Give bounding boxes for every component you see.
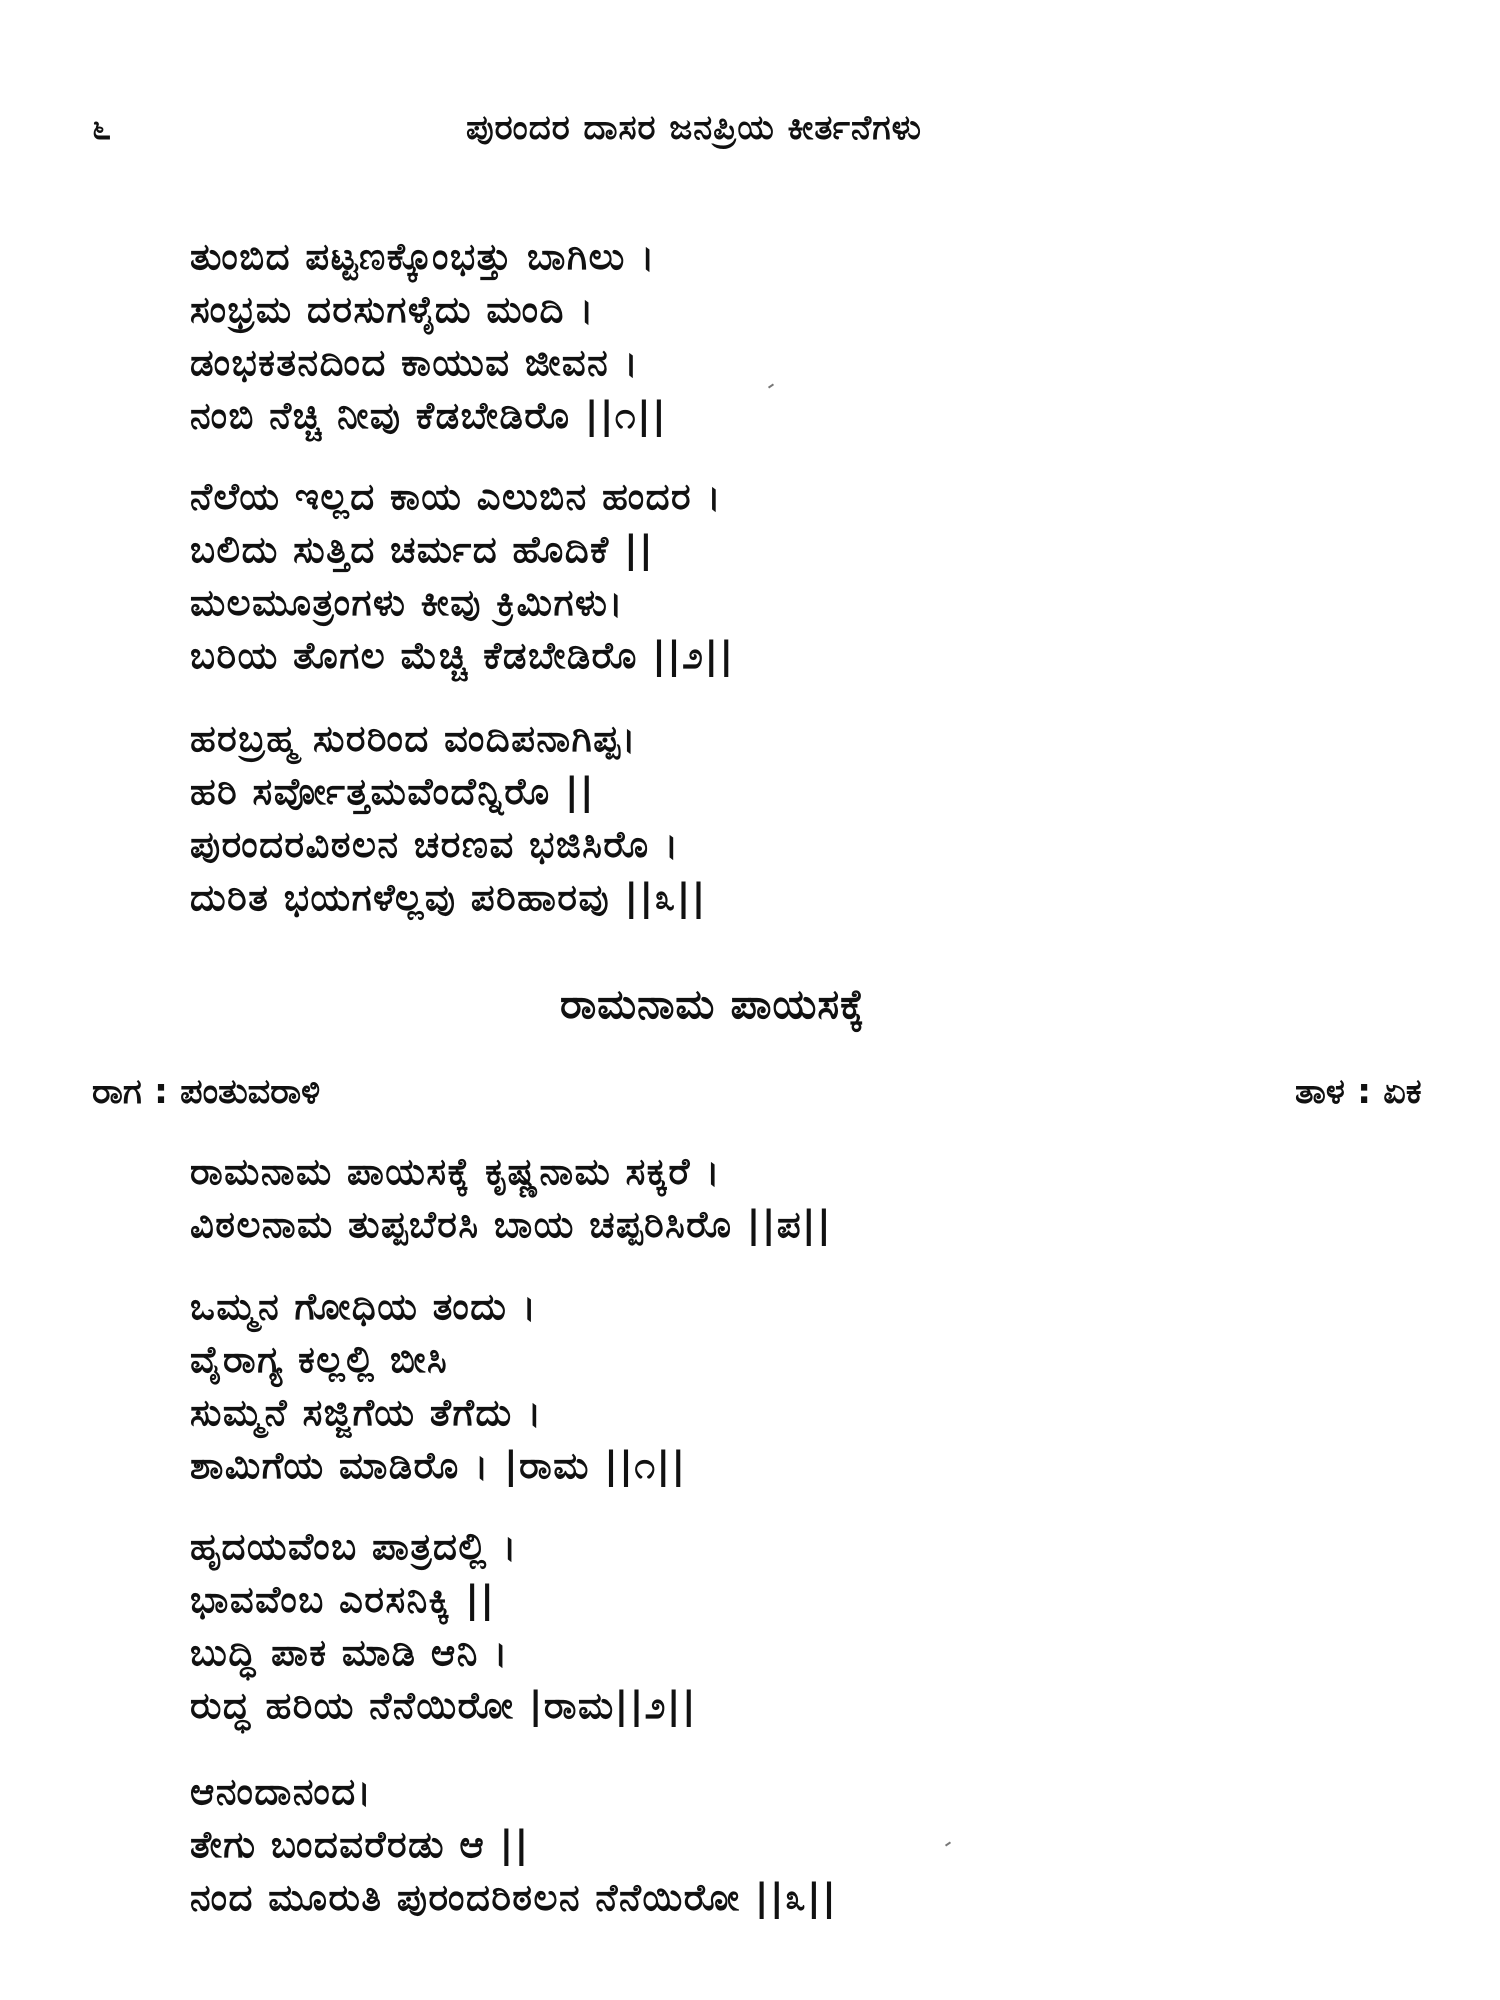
verse-line: ಭಾವವೆಂಬ ಎರಸನಿಕ್ಕಿ || — [190, 1578, 496, 1621]
verse-line: ರುದ್ಧ ಹರಿಯ ನೆನೆಯಿರೋ |ರಾಮ||೨|| — [190, 1684, 697, 1727]
verse-line: ಶಾಮಿಗೆಯ ಮಾಡಿರೊ । |ರಾಮ ||೧|| — [190, 1444, 687, 1487]
stanza — [190, 1765, 1290, 1924]
verse-line: ನೆಲೆಯ ಇಲ್ಲದ ಕಾಯ ಎಲುಬಿನ ಹಂದರ । — [190, 475, 723, 518]
verse-line: ಒಮ್ಮನ ಗೋಧಿಯ ತಂದು । — [190, 1285, 538, 1328]
verse-line: ವೈರಾಗ್ಯ ಕಲ್ಲಲ್ಲಿ ಬೀಸಿ — [190, 1338, 449, 1381]
verse-line: ಬುದ್ಧಿ ಪಾಕ ಮಾಡಿ ಆನಿ । — [190, 1631, 509, 1674]
verse-line: ಮಲಮೂತ್ರಂಗಳು ಕೀವು ಕ್ರಿಮಿಗಳು। — [190, 581, 624, 624]
verse-line: ಬರಿಯ ತೊಗಲ ಮೆಚ್ಚಿ ಕೆಡಬೇಡಿರೊ ||೨|| — [190, 634, 735, 677]
verse-line: ಪುರಂದರವಿಠಲನ ಚರಣವ ಭಜಿಸಿರೊ । — [190, 823, 680, 866]
verse-line: ಡಂಭಕತನದಿಂದ ಕಾಯುವ ಜೀವನ । — [190, 341, 640, 384]
running-title: ಪುರಂದರ ದಾಸರ ಜನಪ್ರಿಯ ಕೀರ್ತನೆಗಳು — [466, 108, 922, 148]
stanza — [190, 1520, 1290, 1732]
stanza — [190, 712, 1290, 924]
verse-line: ದುರಿತ ಭಯಗಳೆಲ್ಲವು ಪರಿಹಾರವು ||೩|| — [190, 876, 707, 919]
page-number: ೬ — [92, 108, 112, 148]
verse-line: ಆನಂದಾನಂದ। — [190, 1770, 373, 1813]
verse-line: ವಿಠಲನಾಮ ತುಪ್ಪಬೆರಸಿ ಬಾಯ ಚಪ್ಪರಿಸಿರೊ ||ಪ|| — [190, 1203, 833, 1246]
stanza — [190, 1280, 1290, 1492]
verse-line: ರಾಮನಾಮ ಪಾಯಸಕ್ಕೆ ಕೃಷ್ಣನಾಮ ಸಕ್ಕರೆ । — [190, 1150, 721, 1193]
raga-label: ರಾಗ : ಪಂತುವರಾಳಿ — [92, 1072, 321, 1112]
stanza — [190, 230, 1290, 442]
verse-line: ಹರಬ್ರಹ್ಮ ಸುರರಿಂದ ವಂದಿಪನಾಗಿಪ್ಪ। — [190, 717, 637, 760]
stanza — [190, 470, 1290, 682]
verse-line: ಸಂಭ್ರಮ ದರಸುಗಳೈದು ಮಂದಿ । — [190, 288, 595, 331]
tala-label: ತಾಳ : ಏಕ — [1295, 1072, 1422, 1112]
pallavi-stanza — [190, 1145, 1290, 1251]
verse-line: ಹರಿ ಸರ್ವೋತ್ತಮವೆಂದೆನ್ನಿರೊ || — [190, 770, 595, 813]
song-title: ರಾಮನಾಮ ಪಾಯಸಕ್ಕೆ — [560, 980, 866, 1028]
verse-line: ತುಂಬಿದ ಪಟ್ಟಣಕ್ಕೊಂಭತ್ತು ಬಾಗಿಲು । — [190, 235, 656, 278]
verse-line: ತೇಗು ಬಂದವರೆರಡು ಆ || — [190, 1823, 530, 1866]
verse-line: ನಂದ ಮೂರುತಿ ಪುರಂದರಿಠಲನ ನೆನೆಯಿರೋ ||೩|| — [190, 1876, 838, 1919]
verse-line: ನಂಬಿ ನೆಚ್ಚಿ ನೀವು ಕೆಡಬೇಡಿರೊ ||೧|| — [190, 394, 668, 437]
verse-line: ಹೃದಯವೆಂಬ ಪಾತ್ರದಲ್ಲಿ । — [190, 1525, 518, 1568]
verse-line: ಬಲಿದು ಸುತ್ತಿದ ಚರ್ಮದ ಹೊದಿಕೆ || — [190, 528, 655, 571]
verse-line: ಸುಮ್ಮನೆ ಸಜ್ಜಿಗೆಯ ತೆಗೆದು । — [190, 1391, 543, 1434]
